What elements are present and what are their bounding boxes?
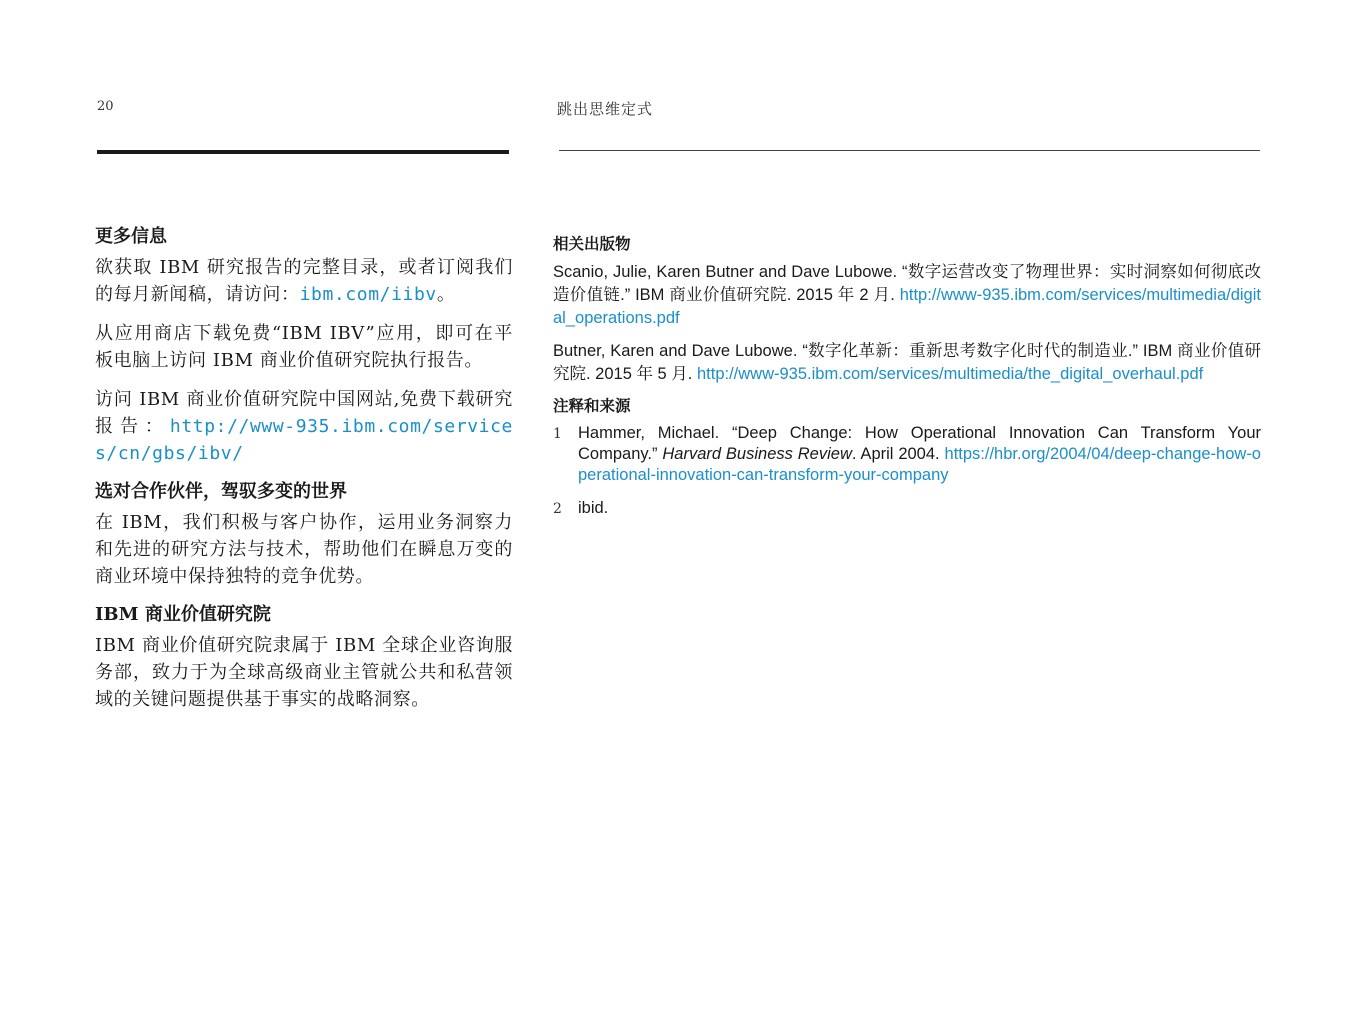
partner-heading: 选对合作伙伴，驾驭多变的世界 (95, 481, 347, 502)
more-info-heading: 更多信息 (95, 226, 167, 247)
partner-section (95, 479, 513, 590)
publication-1-link[interactable]: http://www-935.ibm.com/services/multimedia/digital_operations.pdf (553, 286, 1261, 327)
more-info-end: 。 (436, 284, 456, 305)
notes-heading: 注释和来源 (553, 398, 631, 415)
left-column (95, 224, 513, 725)
app-paragraph: 从应用商店下载免费“IBM IBV”应用，即可在平板电脑上访问 IBM 商业价值研究院执行报告。 (95, 323, 513, 371)
note-1-link[interactable]: https://hbr.org/2004/04/deep-change-how-operational-innovation-can-transform-your-company (578, 445, 1261, 484)
ibm-iibv-link[interactable]: ibm.com/iibv (299, 284, 437, 305)
ibv-paragraph: IBM 商业价值研究院隶属于 IBM 全球企业咨询服务部，致力于为全球高级商业主管就公共和私营领域的关键问题提供基于事实的战略洞察。 (95, 635, 513, 710)
publication-1-text: Scanio, Julie, Karen Butner and Dave Lubowe. “数字运营改变了物理世界：实时洞察如何彻底改造价值链.” IBM 商业价值研究院. 2015 年 2 月. (553, 263, 1261, 304)
note-1-number: 1 (553, 426, 562, 442)
publications-heading: 相关出版物 (553, 236, 631, 253)
partner-paragraph: 在 IBM，我们积极与客户协作，运用业务洞察力和先进的研究方法与技术，帮助他们在瞬息万变的商业环境中保持独特的竞争优势。 (95, 512, 513, 587)
publication-1 (553, 261, 1261, 330)
running-header: 跳出思维定式 (557, 100, 654, 118)
more-info-section (95, 224, 513, 467)
ibv-section (95, 602, 513, 713)
note-2 (553, 498, 1261, 519)
china-site-text: 访问 IBM 商业价值研究院中国网站,免费下载研究报告： (95, 389, 513, 437)
publication-2-text: Butner, Karen and Dave Lubowe. “数字化革新：重新思考数字化时代的制造业.” IBM 商业价值研究院. 2015 年 5 月. (553, 342, 1261, 383)
ibv-heading: IBM 商业价值研究院 (95, 604, 271, 625)
note-1-after: . April 2004. (851, 445, 945, 463)
publication-2 (553, 340, 1261, 386)
china-site-paragraph (95, 386, 513, 467)
right-column (553, 234, 1261, 531)
more-info-paragraph (95, 254, 513, 308)
note-2-number: 2 (553, 501, 562, 517)
note-1-journal: Harvard Business Review (662, 445, 852, 463)
note-1-text: Hammer, Michael. “Deep Change: How Operational Innovation Can Transform Your Company.” (578, 424, 1261, 463)
note-2-text: ibid. (578, 499, 609, 517)
note-1 (553, 423, 1261, 486)
header-rule-right (559, 150, 1260, 151)
header-rule-left (97, 150, 509, 154)
page-number: 20 (97, 99, 114, 114)
more-info-text: 欲获取 IBM 研究报告的完整目录，或者订阅我们的每月新闻稿，请访问： (95, 257, 513, 305)
china-site-link[interactable]: http://www-935.ibm.com/services/cn/gbs/ibv/ (95, 416, 513, 464)
publication-2-link[interactable]: http://www-935.ibm.com/services/multimedia/the_digital_overhaul.pdf (696, 365, 1204, 383)
